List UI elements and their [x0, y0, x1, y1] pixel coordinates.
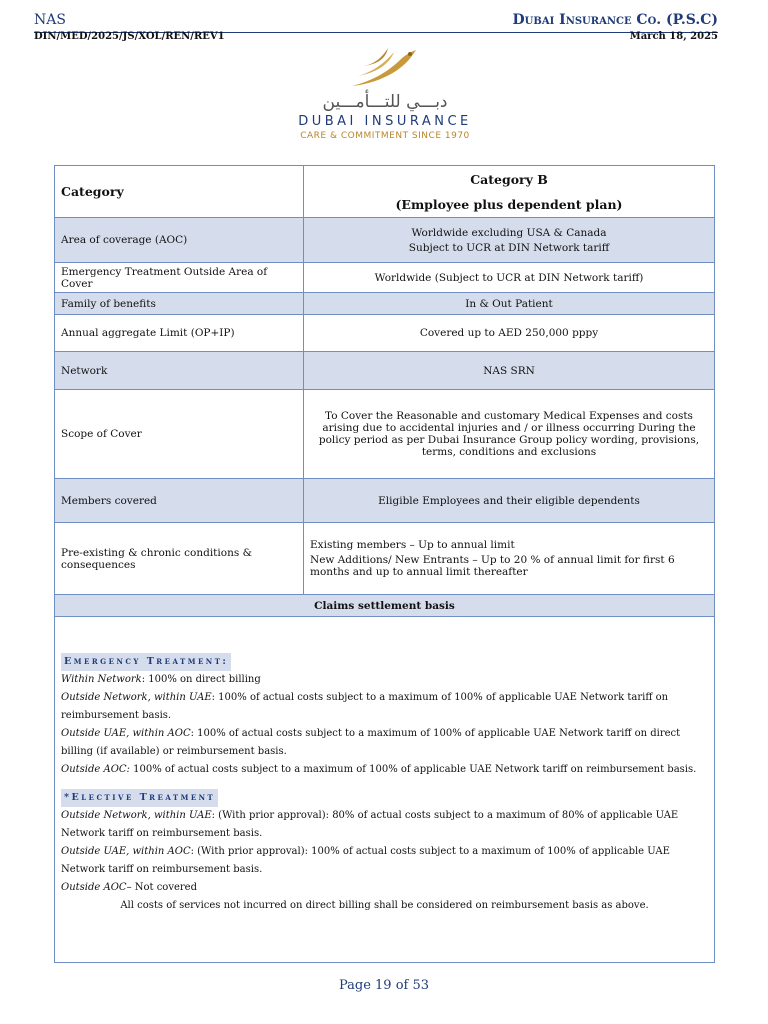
- row-value-line: Worldwide excluding USA & Canada: [411, 226, 607, 239]
- table-row: [55, 523, 715, 595]
- row-label: Family of benefits: [55, 293, 304, 315]
- claims-line: Outside AOC: 100% of actual costs subject to a maximum of 100% of applicable UAE Network tariff on reimbursement basis.: [61, 764, 697, 775]
- claims-line: Outside Network, within UAE: (With prior approval): 80% of actual costs subject to a maximum of 80% of applicable UAE Network tariff on reimbursement basis.: [61, 810, 679, 839]
- claims-line: Outside UAE, within AOC: (With prior approval): 100% of actual costs subject to a maximum of 100% of applicable UAE Network tariff on reimbursement basis.: [61, 846, 670, 875]
- claims-line: Outside AOC– Not covered: [61, 882, 197, 893]
- table-row: [55, 263, 715, 293]
- document-reference: DIN/MED/2025/JS/XOL/REN/REV1: [34, 31, 225, 42]
- claims-line: Within Network: 100% on direct billing: [61, 674, 261, 685]
- logo-company-name: DUBAI INSURANCE: [298, 114, 472, 129]
- row-value: To Cover the Reasonable and customary Medical Expenses and costs arising due to accidental injuries and / or illness occurring During the policy period as per Dubai Insurance Group policy wording, provisions, terms, conditions and exclusions: [304, 390, 715, 479]
- row-value-line: Subject to UCR at DIN Network tariff: [408, 241, 610, 254]
- claims-line: Outside Network, within UAE: 100% of actual costs subject to a maximum of 100% of applicable UAE Network tariff on reimbursement basis.: [61, 692, 669, 721]
- row-value-line: New Additions/ New Entrants – Up to 20 % of annual limit for first 6 months and up to annual limit thereafter: [310, 554, 675, 578]
- row-value: Eligible Employees and their eligible dependents: [304, 479, 715, 523]
- category-name: Category B: [470, 171, 548, 187]
- row-label: Scope of Cover: [55, 390, 304, 479]
- logo-tagline: CARE & COMMITMENT SINCE 1970: [300, 131, 470, 141]
- category-plan: (Employee plus dependent plan): [395, 196, 623, 212]
- claims-line: Outside UAE, within AOC: 100% of actual costs subject to a maximum of 100% of applicable UAE Network tariff on direct billing (if available) or reimbursement basis.: [61, 728, 681, 757]
- table-row: [55, 352, 715, 390]
- table-header-row: [55, 166, 715, 218]
- document-date: March 18, 2025: [629, 31, 718, 42]
- reimbursement-note: All costs of services not incurred on direct billing shall be considered on reimbursement basis as above.: [120, 900, 649, 911]
- table-row: [55, 293, 715, 315]
- row-label: Network: [55, 352, 304, 390]
- row-value: In & Out Patient: [304, 293, 715, 315]
- header-company: Dubai Insurance Co. (P.S.C): [512, 12, 718, 28]
- row-value: Covered up to AED 250,000 pppy: [304, 315, 715, 352]
- header-sub: [34, 31, 718, 45]
- row-label: Area of coverage (AOC): [55, 218, 304, 263]
- table-row: [55, 390, 715, 479]
- falcon-logo-icon: [350, 46, 420, 90]
- header-left: NAS: [34, 12, 66, 28]
- company-logo: [280, 46, 490, 152]
- benefits-table: [54, 165, 715, 617]
- claims-header-row: [55, 595, 715, 617]
- row-value: Worldwide (Subject to UCR at DIN Network tariff): [304, 263, 715, 293]
- row-label: Members covered: [55, 479, 304, 523]
- table-row: [55, 315, 715, 352]
- row-label: Pre-existing & chronic conditions & consequences: [55, 523, 304, 595]
- row-label: Annual aggregate Limit (OP+IP): [55, 315, 304, 352]
- elective-treatment-heading: *Elective Treatment: [61, 789, 218, 807]
- category-label: Category: [61, 184, 124, 199]
- row-label: Emergency Treatment Outside Area of Cover: [55, 263, 304, 293]
- emergency-treatment-heading: Emergency Treatment:: [61, 653, 231, 671]
- row-value-line: Existing members – Up to annual limit: [310, 539, 515, 551]
- logo-arabic-text: دبـــي للتـــأمـــين: [322, 92, 448, 112]
- claims-header: Claims settlement basis: [55, 595, 715, 617]
- page-header: [34, 12, 718, 33]
- page-number: Page 19 of 53: [338, 978, 430, 993]
- claims-settlement-section: [54, 615, 715, 963]
- table-row: [55, 218, 715, 263]
- row-value: NAS SRN: [304, 352, 715, 390]
- table-row: [55, 479, 715, 523]
